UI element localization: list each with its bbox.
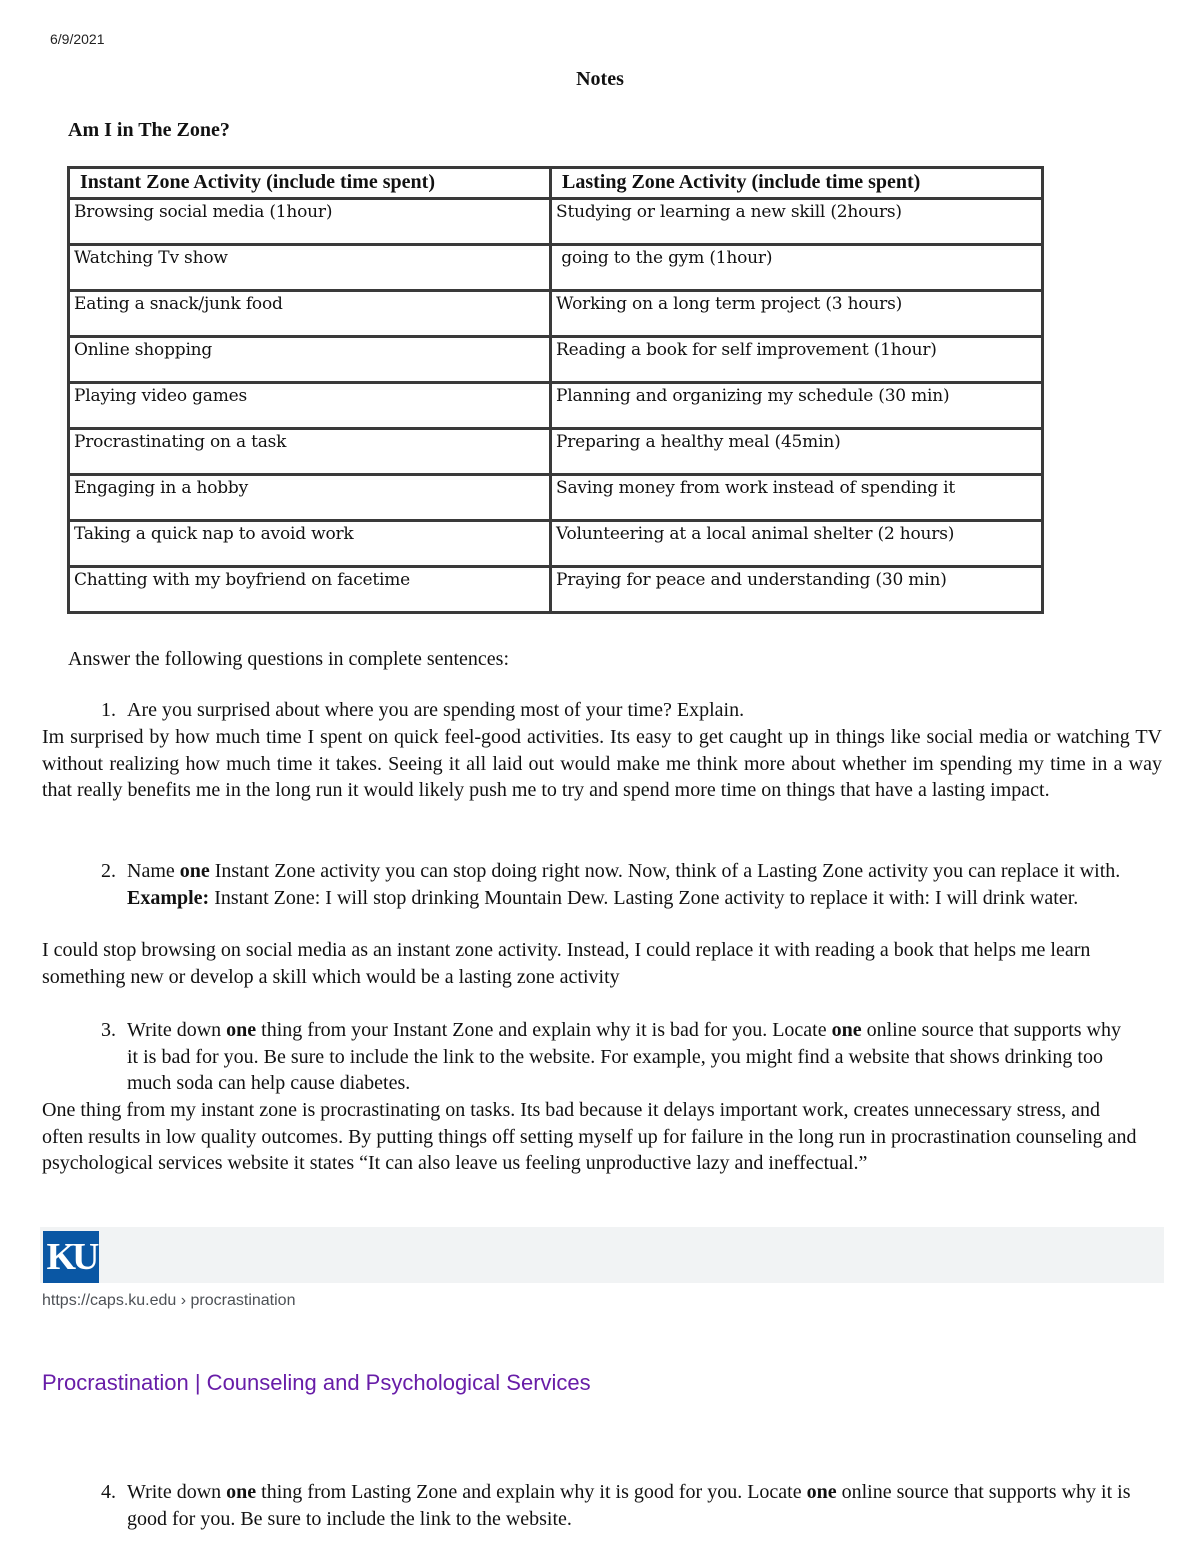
table-row (69, 567, 1043, 613)
instant-zone-cell: Watching Tv show (69, 245, 551, 291)
table-row (69, 475, 1043, 521)
lasting-zone-cell: Working on a long term project (3 hours) (551, 291, 1043, 337)
question-number: 3. (101, 1019, 116, 1041)
table-header-row (69, 168, 1043, 199)
lasting-zone-cell: Studying or learning a new skill (2hours) (551, 199, 1043, 245)
instant-zone-cell: Engaging in a hobby (69, 475, 551, 521)
lasting-zone-cell: Praying for peace and understanding (30 min) (551, 567, 1043, 613)
lasting-zone-header: Lasting Zone Activity (include time spent) (551, 168, 1043, 199)
table-row (69, 521, 1043, 567)
question-text: Write down one thing from Lasting Zone and explain why it is good for you. Locate one online source that supports why it is good for you. Be sure to include the link to the website. (127, 1481, 1131, 1530)
instructions: Answer the following questions in complete sentences: (68, 648, 510, 670)
lasting-zone-cell: Saving money from work instead of spending it (551, 475, 1043, 521)
question-number: 1. (101, 699, 116, 721)
table-row (69, 383, 1043, 429)
source-url[interactable]: https://caps.ku.edu › procrastination (42, 1292, 296, 1309)
question-text: Are you surprised about where you are spending most of your time? Explain. (127, 699, 745, 721)
instant-zone-cell: Procrastinating on a task (69, 429, 551, 475)
lasting-zone-cell: Preparing a healthy meal (45min) (551, 429, 1043, 475)
ku-logo-icon: KU (43, 1231, 99, 1283)
table-row (69, 291, 1043, 337)
instant-zone-cell: Taking a quick nap to avoid work (69, 521, 551, 567)
table-row (69, 429, 1043, 475)
answer-3: One thing from my instant zone is procrastinating on tasks. Its bad because it delays important work, creates unnecessary stress, and often results in low quality outcomes. By putting things off setting myself up for failure in the long run in procrastination counseling and psychological services website it states “It can also leave us feeling unproductive lazy and ineffectual.” (42, 1099, 1137, 1174)
section-heading: Am I in The Zone? (68, 119, 230, 141)
question-text: Write down one thing from your Instant Zone and explain why it is bad for you. Locate one online source that supports why it is bad for you. Be sure to include the link to the website. For example, you might find a website that shows drinking too much soda can help cause diabetes. (127, 1019, 1121, 1094)
table-row (69, 199, 1043, 245)
lasting-zone-cell: Reading a book for self improvement (1hour) (551, 337, 1043, 383)
page-title: Notes (576, 68, 624, 90)
question-4 (101, 1479, 1131, 1532)
print-date: 6/9/2021 (50, 31, 105, 47)
instant-zone-cell: Browsing social media (1hour) (69, 199, 551, 245)
question-1 (101, 697, 1131, 724)
answer-2: I could stop browsing on social media as an instant zone activity. Instead, I could replace it with reading a book that helps me learn something new or develop a skill which would be a lasting zone activity (42, 939, 1091, 988)
answer-1: Im surprised by how much time I spent on quick feel-good activities. Its easy to get caught up in things like social media or watching TV without realizing how much time it takes. Seeing it all laid out would make me think more about whether im spending my time in a way that really benefits me in the long run it would likely push me to try and spend more time on things that have a lasting impact. (42, 726, 1162, 801)
lasting-zone-cell: going to the gym (1hour) (551, 245, 1043, 291)
lasting-zone-cell: Volunteering at a local animal shelter (2 hours) (551, 521, 1043, 567)
question-number: 4. (101, 1481, 116, 1503)
instant-zone-cell: Online shopping (69, 337, 551, 383)
instant-zone-cell: Eating a snack/junk food (69, 291, 551, 337)
instant-zone-cell: Chatting with my boyfriend on facetime (69, 567, 551, 613)
table-row (69, 337, 1043, 383)
table-row (69, 245, 1043, 291)
search-result-card (40, 1227, 1164, 1283)
instant-zone-header: Instant Zone Activity (include time spent) (69, 168, 551, 199)
question-2 (101, 858, 1131, 911)
lasting-zone-cell: Planning and organizing my schedule (30 min) (551, 383, 1043, 429)
zone-activity-table (67, 166, 1044, 614)
question-3 (101, 1017, 1131, 1097)
question-text: Name one Instant Zone activity you can stop doing right now. Now, think of a Lasting Zone activity you can replace it with. Example: Instant Zone: I will stop drinking Mountain Dew. Lasting Zone activity to replace it with: I will drink water. (127, 860, 1121, 909)
instant-zone-cell: Playing video games (69, 383, 551, 429)
source-link[interactable]: Procrastination | Counseling and Psychological Services (42, 1370, 591, 1395)
question-number: 2. (101, 860, 116, 882)
